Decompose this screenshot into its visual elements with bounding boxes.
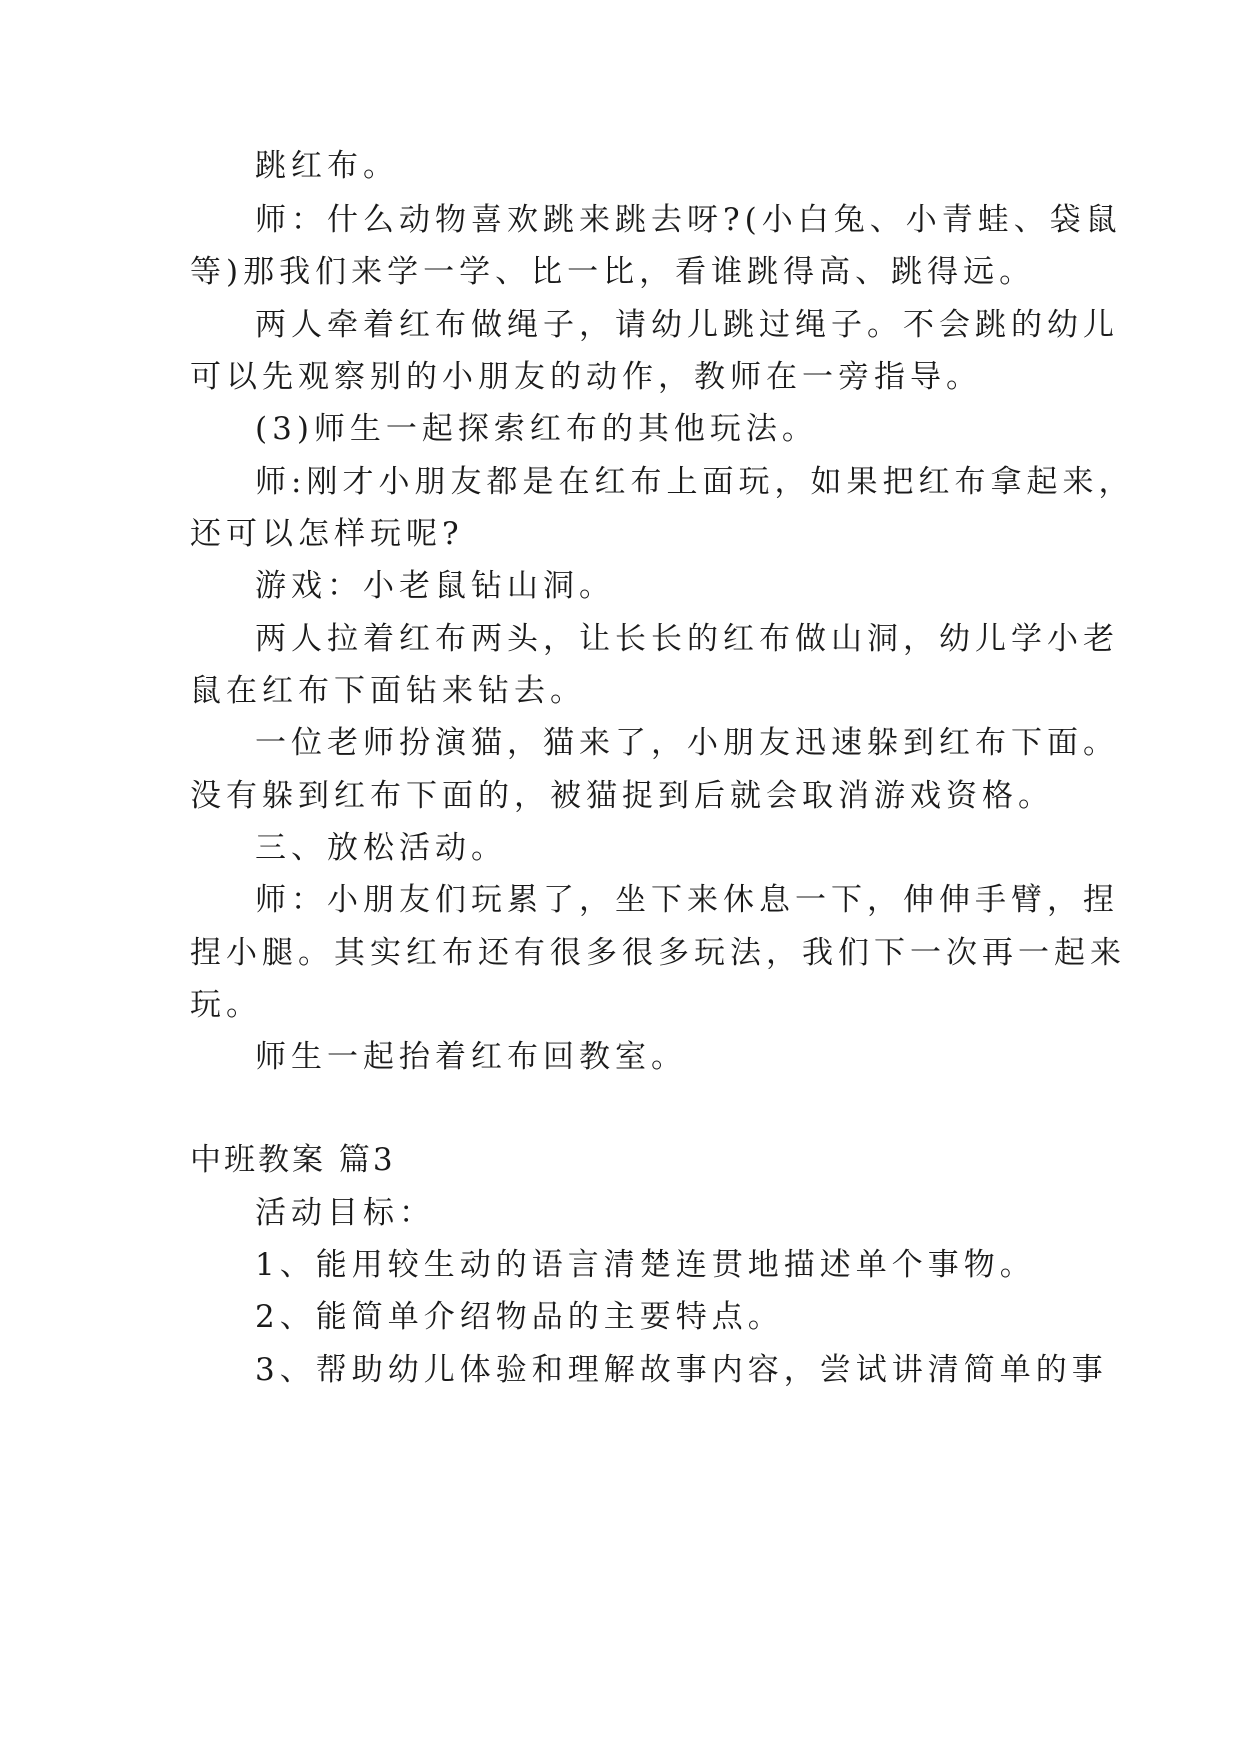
paragraph-line: 没有躲到红布下面的，被猫捉到后就会取消游戏资格。 [190,778,1054,814]
paragraph-line: 2、能简单介绍物品的主要特点。 [255,1299,784,1335]
paragraph-line: 1、能用较生动的语言清楚连贯地描述单个事物。 [255,1247,1036,1283]
section-title: 中班教案 篇3 [190,1142,396,1178]
paragraph-line: 等)那我们来学一学、比一比，看谁跳得高、跳得远。 [190,254,1036,290]
paragraph-line: 可以先观察别的小朋友的动作，教师在一旁指导。 [190,359,982,395]
paragraph-line: 3、帮助幼儿体验和理解故事内容，尝试讲清简单的事 [255,1352,1108,1388]
paragraph-line: 师:刚才小朋友都是在红布上面玩，如果把红布拿起来， [255,464,1135,500]
paragraph-line: 捏小腿。其实红布还有很多很多玩法，我们下一次再一起来 [190,935,1126,971]
paragraph-line: 活动目标： [255,1195,435,1231]
paragraph-line: 还可以怎样玩呢? [190,516,464,552]
paragraph-line: 鼠在红布下面钻来钻去。 [190,673,586,709]
paragraph-line: 师生一起抬着红布回教室。 [255,1039,687,1075]
paragraph-line: 三、放松活动。 [255,830,507,866]
paragraph-line: (3)师生一起探索红布的其他玩法。 [255,411,818,447]
paragraph-line: 一位老师扮演猫，猫来了，小朋友迅速躲到红布下面。 [255,725,1119,761]
paragraph-line: 两人牵着红布做绳子，请幼儿跳过绳子。不会跳的幼儿 [255,307,1119,343]
paragraph-line: 跳红布。 [255,148,399,184]
paragraph-line: 游戏：小老鼠钻山洞。 [255,568,615,604]
paragraph-line: 两人拉着红布两头，让长长的红布做山洞，幼儿学小老 [255,621,1119,657]
paragraph-line: 玩。 [190,987,262,1023]
paragraph-line: 师：小朋友们玩累了，坐下来休息一下，伸伸手臂，捏 [255,882,1119,918]
paragraph-line: 师：什么动物喜欢跳来跳去呀?(小白兔、小青蛙、袋鼠 [255,202,1122,238]
